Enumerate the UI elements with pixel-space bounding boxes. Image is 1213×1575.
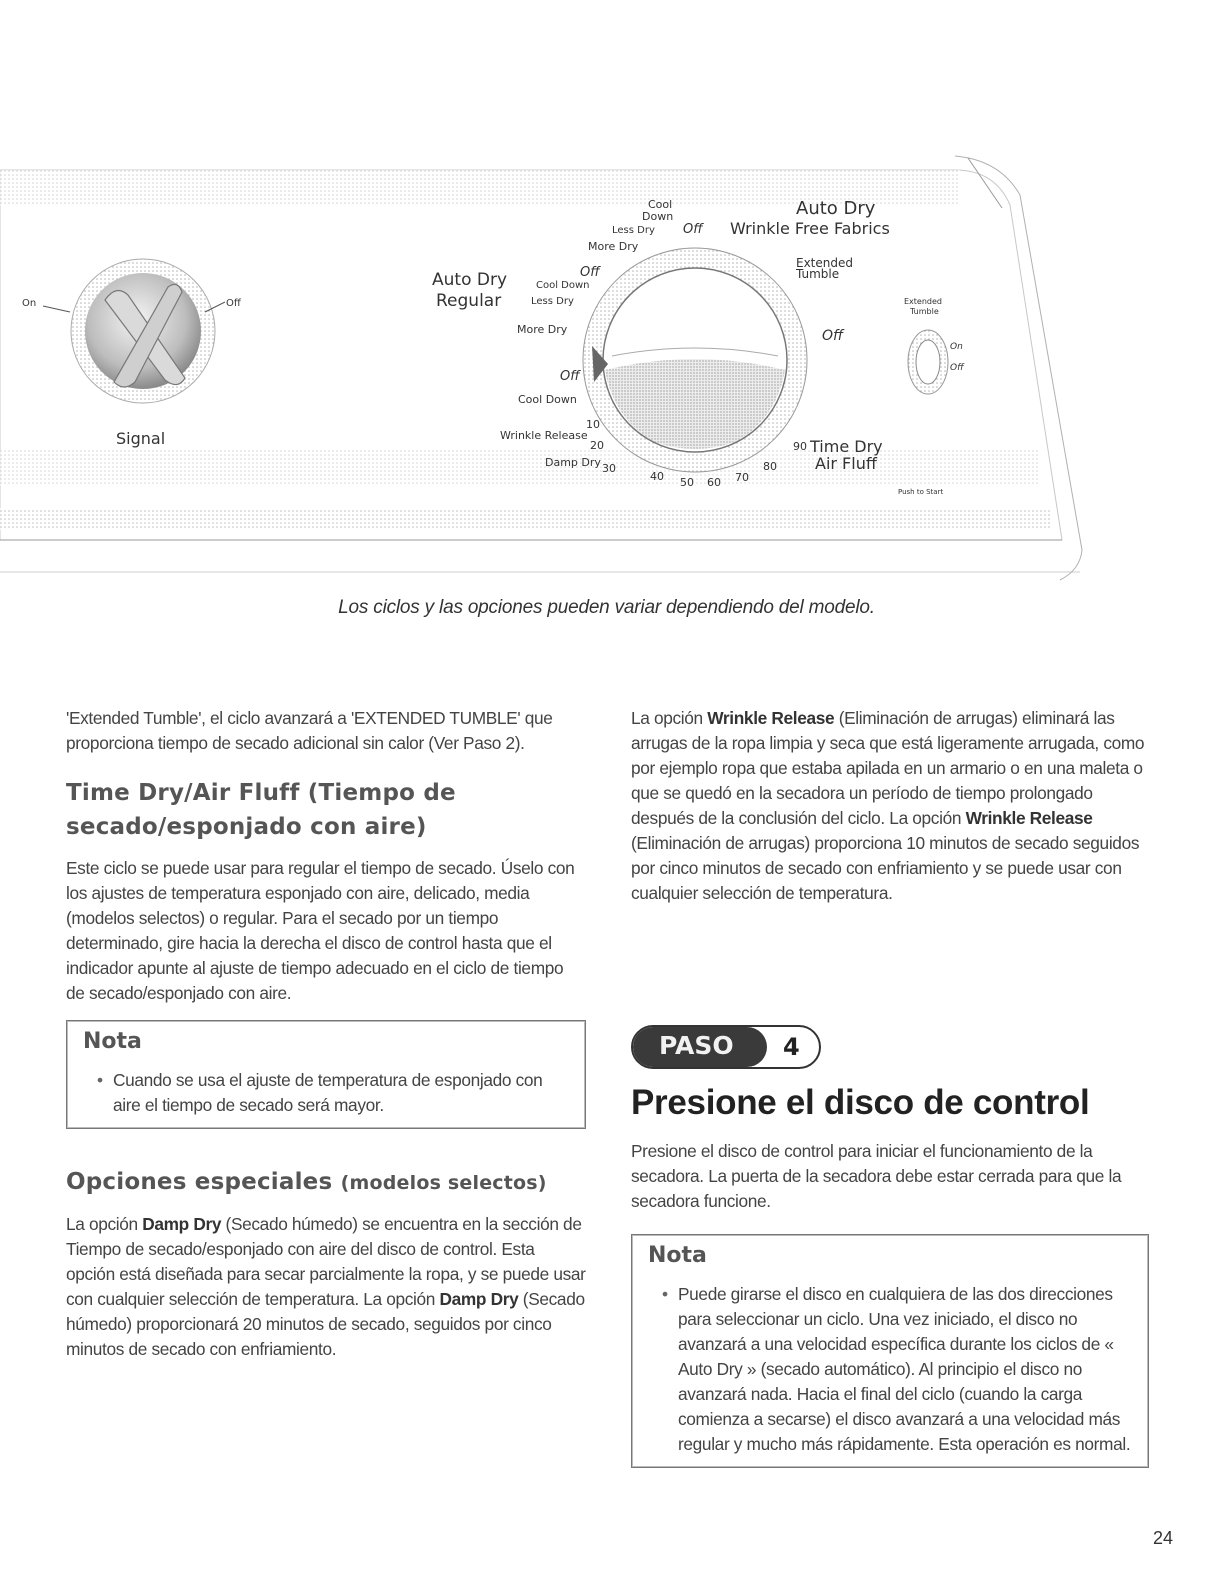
- time-dry-title: Time Dry: [810, 437, 883, 456]
- signal-off-label: Off: [226, 298, 241, 309]
- page-number: 24: [1152, 1528, 1173, 1548]
- extended-label-a: Extended: [796, 256, 853, 270]
- off-top-label: Off: [683, 222, 703, 237]
- wrinkle-release-bold-2: Wrinkle Release: [965, 808, 1093, 828]
- time-20-label: 20: [590, 439, 604, 452]
- nota-list-left: [81, 1068, 571, 1118]
- extended-tumble-switch: [908, 330, 948, 394]
- signal-label: Signal: [116, 429, 166, 448]
- ext-tumble-switch-label-b: Tumble: [910, 307, 939, 316]
- left-column: [66, 706, 586, 1362]
- cool-down-left-label: Cool Down: [536, 280, 590, 291]
- special-options-heading: [66, 1165, 586, 1200]
- auto-dry-title: Auto Dry: [796, 198, 876, 219]
- signal-on-label: On: [22, 298, 37, 309]
- less-dry-left-label: Less Dry: [531, 296, 574, 307]
- switch-on-label: On: [950, 342, 963, 352]
- regular-title: Regular: [436, 291, 502, 311]
- air-fluff-title: Air Fluff: [815, 454, 877, 473]
- wrinkle-release-label: Wrinkle Release: [500, 429, 588, 442]
- off-left-label: Off: [580, 265, 600, 280]
- special-options-heading-small: (modelos selectos): [340, 1172, 547, 1194]
- time-50-label: 50: [680, 476, 694, 489]
- control-panel-svg: [0, 150, 1213, 590]
- paso-number: 4: [783, 1033, 800, 1061]
- wrinkle-free-fabrics-label: Wrinkle Free Fabrics: [730, 219, 890, 238]
- step-paragraph: Presione el disco de control para iniciar el funcionamiento de la secadora. La puerta de la secadora debe estar cerrada para que la secadora funcione.: [631, 1141, 1122, 1211]
- wrinkle-release-text-2: (Eliminación de arrugas) eliminará las arrugas de la ropa limpia y seca que está ligeramente arrugada, como por ejemplo ropa que estaba apilada en un armario o en una maleta o que se quedó en la secadora un período de tiempo prolongado después de la conclusión del ciclo. La opción: [631, 708, 1145, 828]
- extended-label-b: Tumble: [796, 267, 840, 281]
- time-60-label: 60: [707, 476, 721, 489]
- nota-box-right: [631, 1234, 1149, 1468]
- nota-box-left: [66, 1020, 586, 1129]
- nota-item-right: • Puede girarse el disco en cualquiera de las dos direcciones para seleccionar un ciclo. Una vez iniciado, el disco no avanzará a una velocidad específica durante los ciclos de « Auto Dry » (secado automático). Al principio el disco no avanzará nada. Hacia el final del ciclo (cuando la carga comienza a secarse) el disco avanzará a una velocidad más regular y mucho más rápidamente. Esta operación es normal.: [664, 1282, 1134, 1457]
- right-column-upper: [631, 706, 1151, 906]
- nota-title-right: Nota: [648, 1243, 707, 1268]
- ext-tumble-switch-label-a: Extended: [904, 297, 942, 306]
- time-10-label: 10: [586, 418, 600, 431]
- less-dry-top-label: Less Dry: [612, 225, 655, 236]
- more-dry-top-label: More Dry: [588, 240, 639, 253]
- time-dry-paragraph: Este ciclo se puede usar para regular el tiempo de secado. Úselo con los ajustes de temperatura esponjado con aire, delicado, media (modelos selectos) o regular. Para el secado por un tiempo determinado, gire hacia la derecha el disco de control hasta que el indicador apunte al ajuste de tiempo adecuado en el ciclo de tiempo de secado/esponjado con aire.: [66, 858, 575, 1003]
- paso-label: PASO: [659, 1031, 734, 1060]
- damp-dry-bold-2: Damp Dry: [439, 1289, 519, 1309]
- wrinkle-release-text-1: La opción: [631, 708, 708, 728]
- auto-dry-regular-title: Auto Dry: [432, 270, 508, 290]
- time-80-label: 80: [763, 460, 777, 473]
- damp-dry-paragraph: [66, 1212, 586, 1362]
- time-90-label: 90: [793, 440, 807, 453]
- wrinkle-release-paragraph: [631, 706, 1151, 906]
- special-options-heading-main: Opciones especiales: [66, 1169, 333, 1195]
- nota-list-right: [646, 1282, 1134, 1457]
- damp-dry-bold-1: Damp Dry: [142, 1214, 222, 1234]
- damp-dry-label: Damp Dry: [545, 456, 601, 469]
- time-dry-heading: Time Dry/Air Fluff (Tiempo de secado/esponjado con aire): [66, 780, 456, 840]
- right-column-lower: [631, 1017, 1149, 1468]
- more-dry-left-label: More Dry: [517, 323, 568, 336]
- cycle-control-dial: [583, 248, 807, 472]
- time-40-label: 40: [650, 470, 664, 483]
- push-to-start-label: Push to Start: [898, 488, 944, 496]
- nota-item-left: • Cuando se usa el ajuste de temperatura de esponjado con aire el tiempo de secado será mayor.: [99, 1068, 571, 1118]
- cool-down-label-b: Down: [642, 210, 674, 223]
- extended-tumble-paragraph: 'Extended Tumble', el ciclo avanzará a 'EXTENDED TUMBLE' que proporciona tiempo de secado adicional sin calor (Ver Paso 2).: [66, 708, 553, 753]
- paso-pill: [631, 1025, 821, 1069]
- wrinkle-release-bold-1: Wrinkle Release: [707, 708, 835, 728]
- switch-off-label: Off: [950, 363, 964, 373]
- damp-dry-text-3: (Secado húmedo) proporcionará 20 minutos de secado, seguidos por cinco minutos de secado con enfriamiento.: [66, 1289, 585, 1359]
- off-lower-label: Off: [560, 369, 580, 384]
- figure-caption: Los ciclos y las opciones pueden variar dependiendo del modelo.: [338, 597, 875, 618]
- time-30-label: 30: [602, 462, 616, 475]
- time-70-label: 70: [735, 471, 749, 484]
- paso-badge: [631, 1017, 1149, 1073]
- off-right-label: Off: [822, 328, 844, 344]
- damp-dry-text-1: La opción: [66, 1214, 143, 1234]
- damp-dry-text-2: (Secado húmedo) se encuentra en la sección de Tiempo de secado/esponjado con aire del disco de control. Esta opción está diseñada para secar parcialmente la ropa, y se puede usar con cualquier selección de temperatura. La opción: [66, 1214, 586, 1309]
- nota-title-left: Nota: [83, 1029, 142, 1054]
- cool-down-label-a: Cool: [648, 198, 673, 211]
- wrinkle-release-text-3: (Eliminación de arrugas) proporciona 10 minutos de secado seguidos por cinco minutos de secado con enfriamiento y se puede usar con cualquier selección de temperatura.: [631, 833, 1140, 903]
- cool-down-lower-label: Cool Down: [518, 393, 577, 406]
- step-heading: Presione el disco de control: [631, 1083, 1090, 1122]
- control-panel-illustration: [0, 150, 1213, 590]
